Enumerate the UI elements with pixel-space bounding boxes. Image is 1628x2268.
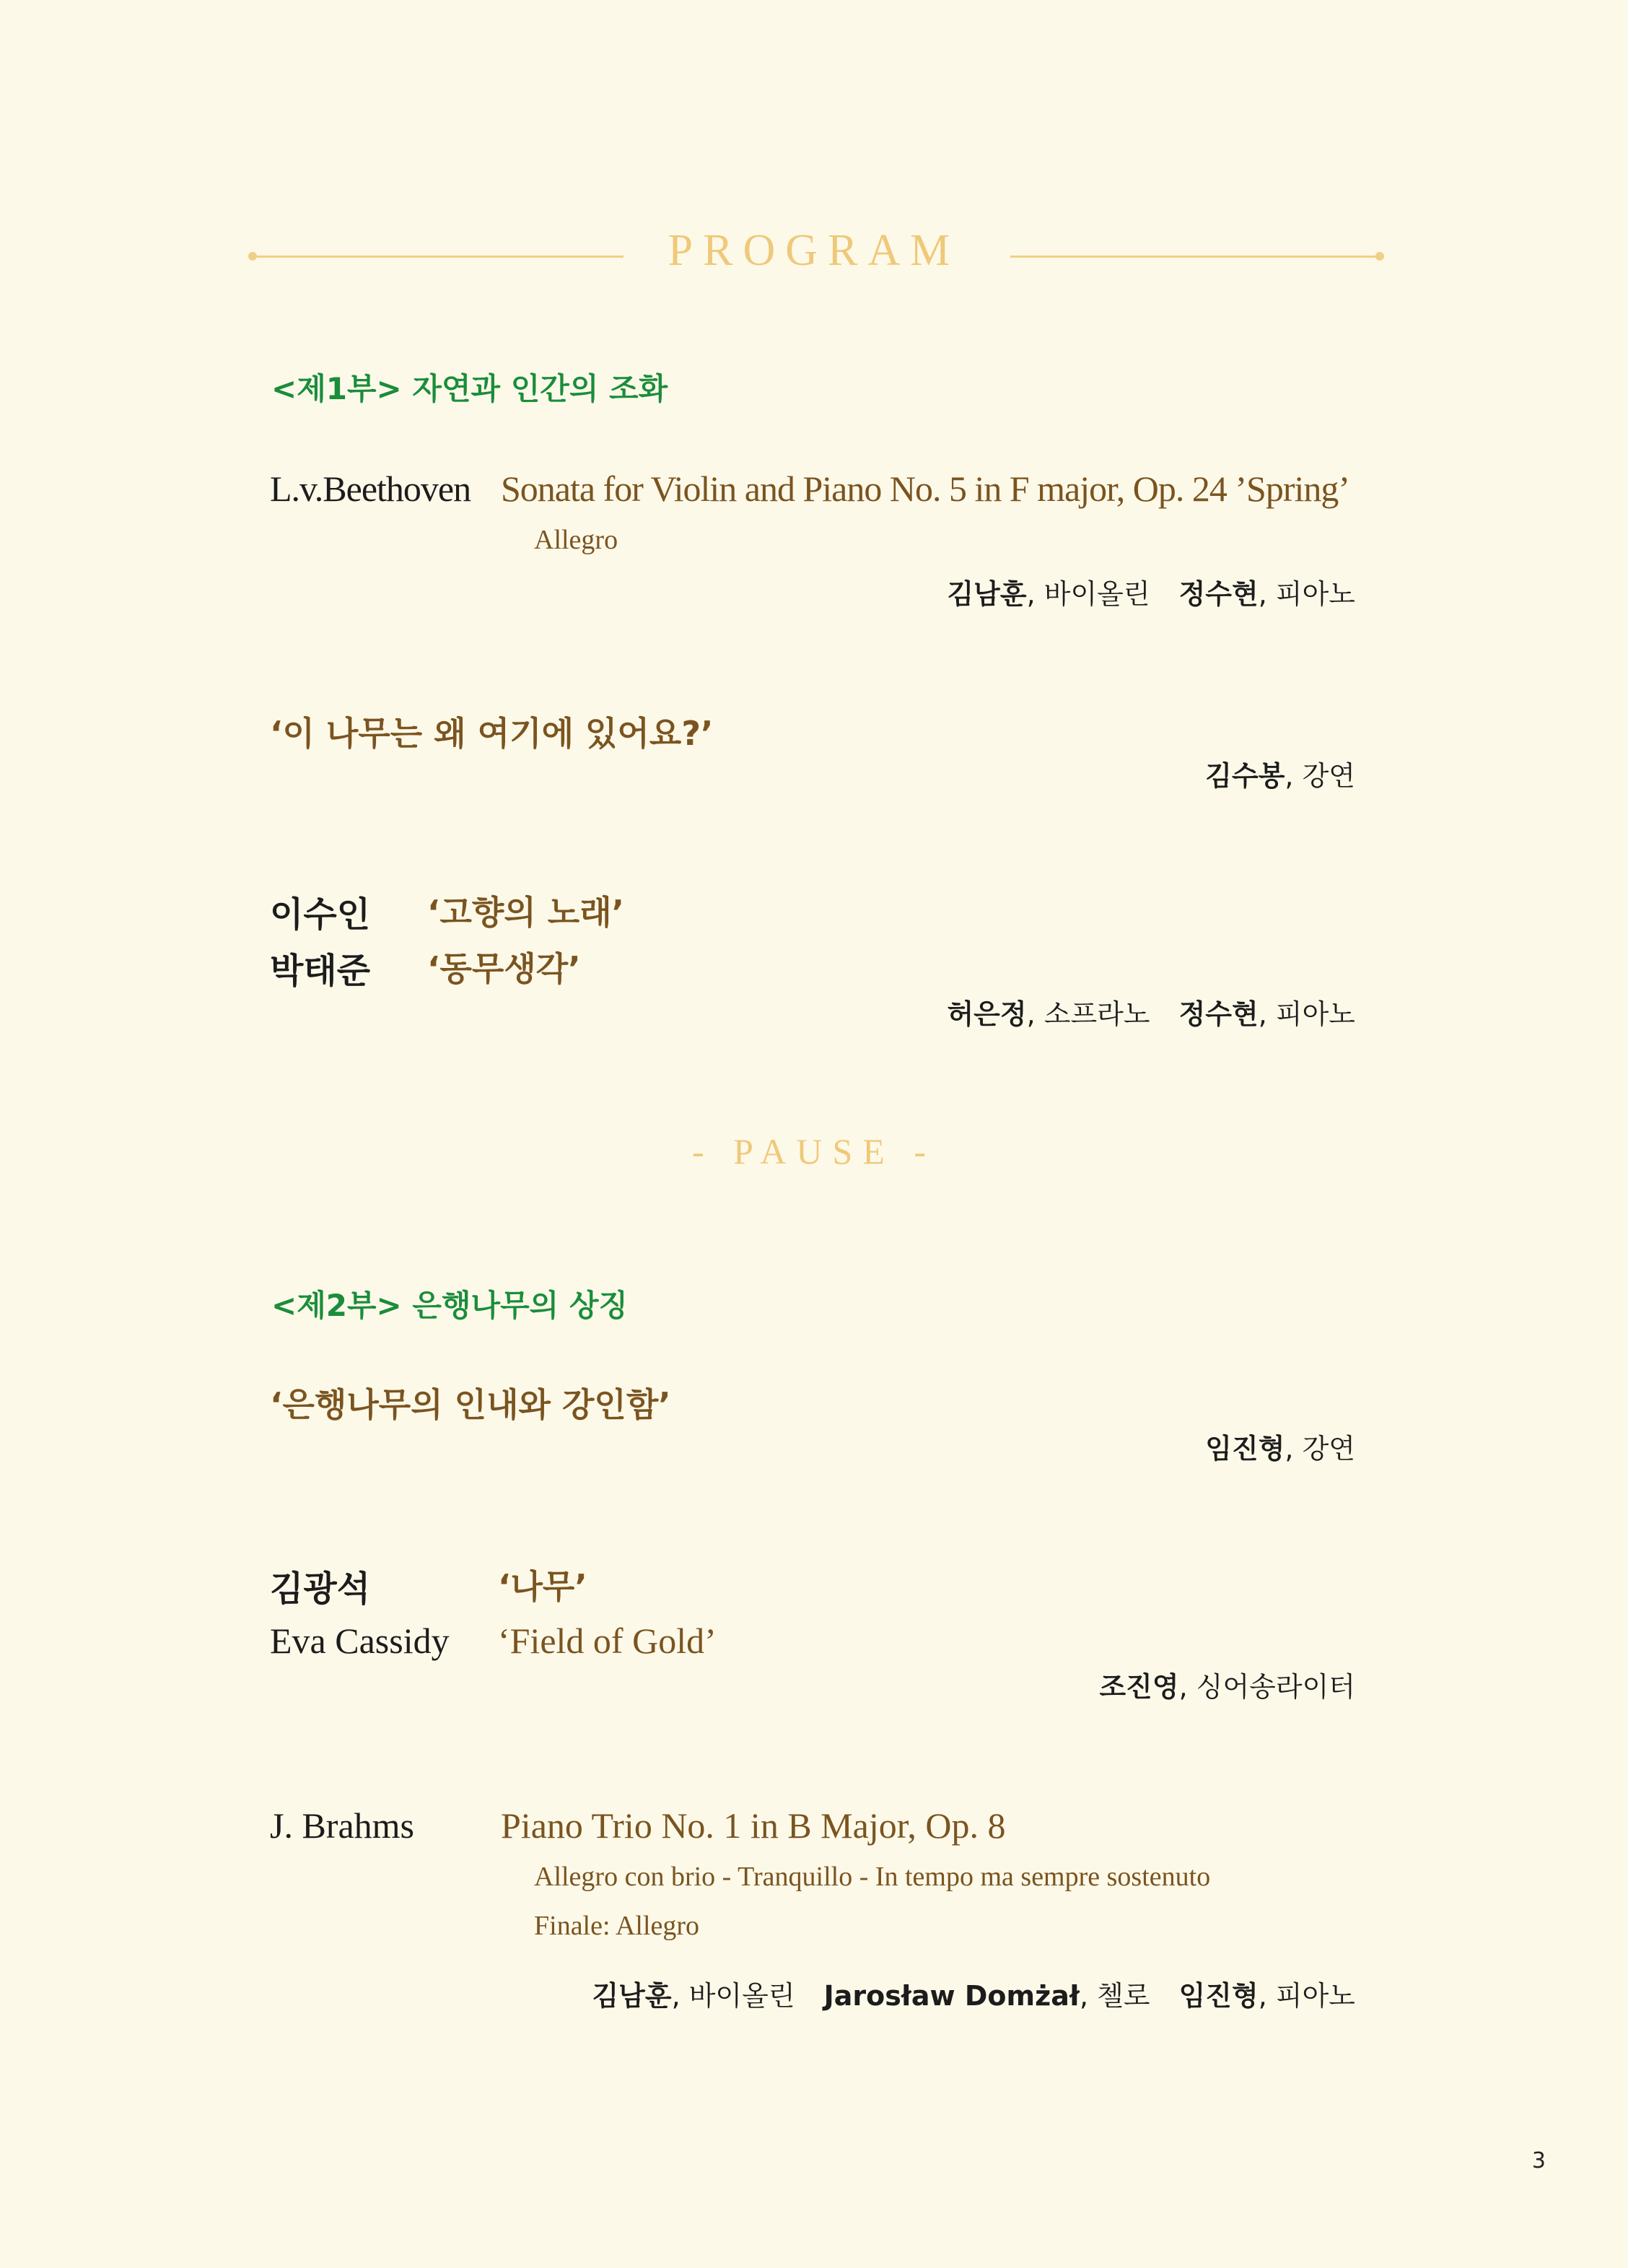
- performer-role: , 싱어송라이터: [1178, 1671, 1355, 1703]
- part1-heading: <제1부> 자연과 인간의 조화: [271, 371, 668, 406]
- performer-role: , 첼로: [1080, 1980, 1150, 2012]
- work-line: ‘고향의 노래’: [427, 893, 625, 932]
- performers-part2-item2: [1099, 1665, 1355, 1704]
- rule-right: [1010, 256, 1380, 258]
- part2-heading: <제2부> 은행나무의 상징: [271, 1288, 628, 1323]
- performer-role: , 피아노: [1258, 1980, 1355, 2012]
- performer-name: 정수현: [1178, 578, 1259, 610]
- composer-line: 이수인: [270, 894, 371, 935]
- performer-name: Jarosław Domżał: [823, 1980, 1080, 2012]
- performer-role: , 피아노: [1258, 578, 1355, 610]
- performer-role: , 바이올린: [671, 1980, 795, 2012]
- work-beethoven-sonata: Sonata for Violin and Piano No. 5 in F major, Op. 24 ’Spring’: [501, 468, 1350, 509]
- performers-part2-item1: [1205, 1426, 1355, 1466]
- composer-brahms: J. Brahms: [270, 1805, 414, 1846]
- composer-beethoven: L.v.Beethoven: [270, 468, 471, 509]
- performer-role: , 강연: [1285, 760, 1355, 792]
- composer-line: Eva Cassidy: [270, 1621, 450, 1661]
- work-line: ‘동무생각’: [427, 949, 581, 988]
- work-line: ‘Field of Gold’: [498, 1621, 717, 1661]
- performers-part1-item1: [947, 572, 1355, 611]
- lecture-title-tree: ‘이 나무는 왜 여기에 있어요?’: [270, 714, 714, 753]
- work-brahms-trio: Piano Trio No. 1 in B Major, Op. 8: [501, 1805, 1006, 1846]
- performer-name: 임진형: [1178, 1980, 1259, 2012]
- pause-label: - PAUSE -: [691, 1131, 937, 1172]
- performer-name: 임진형: [1205, 1433, 1285, 1465]
- performer-name: 김남훈: [947, 578, 1027, 610]
- composer-line: 김광석: [270, 1569, 371, 1609]
- performer-name: 김남훈: [592, 1980, 672, 2012]
- performer-name: 조진영: [1099, 1671, 1179, 1703]
- performers-part1-item3: [947, 992, 1355, 1031]
- performer-name: 허은정: [947, 998, 1027, 1030]
- performers-part1-item2: [1205, 754, 1355, 793]
- performer-name: 김수봉: [1205, 760, 1285, 792]
- performer-role: , 피아노: [1258, 998, 1355, 1030]
- work-line: ‘나무’: [498, 1567, 587, 1606]
- lecture-title-ginkgo: ‘은행나무의 인내와 강인함’: [270, 1385, 671, 1424]
- movement-line: Allegro con brio - Tranquillo - In tempo ma sempre sostenuto: [534, 1862, 1211, 1892]
- performer-role: , 바이올린: [1026, 578, 1150, 610]
- movement-allegro: Allegro: [534, 525, 618, 555]
- composer-line: 박태준: [270, 951, 371, 991]
- program-title: PROGRAM: [668, 226, 960, 275]
- movement-line: Finale: Allegro: [534, 1911, 700, 1941]
- performers-part2-item3: [592, 1973, 1355, 2013]
- rule-dot-right: [1375, 252, 1384, 261]
- performer-role: , 소프라노: [1026, 998, 1150, 1030]
- performer-role: , 강연: [1285, 1433, 1355, 1465]
- page-number: 3: [1531, 2148, 1546, 2173]
- performer-name: 정수현: [1178, 998, 1259, 1030]
